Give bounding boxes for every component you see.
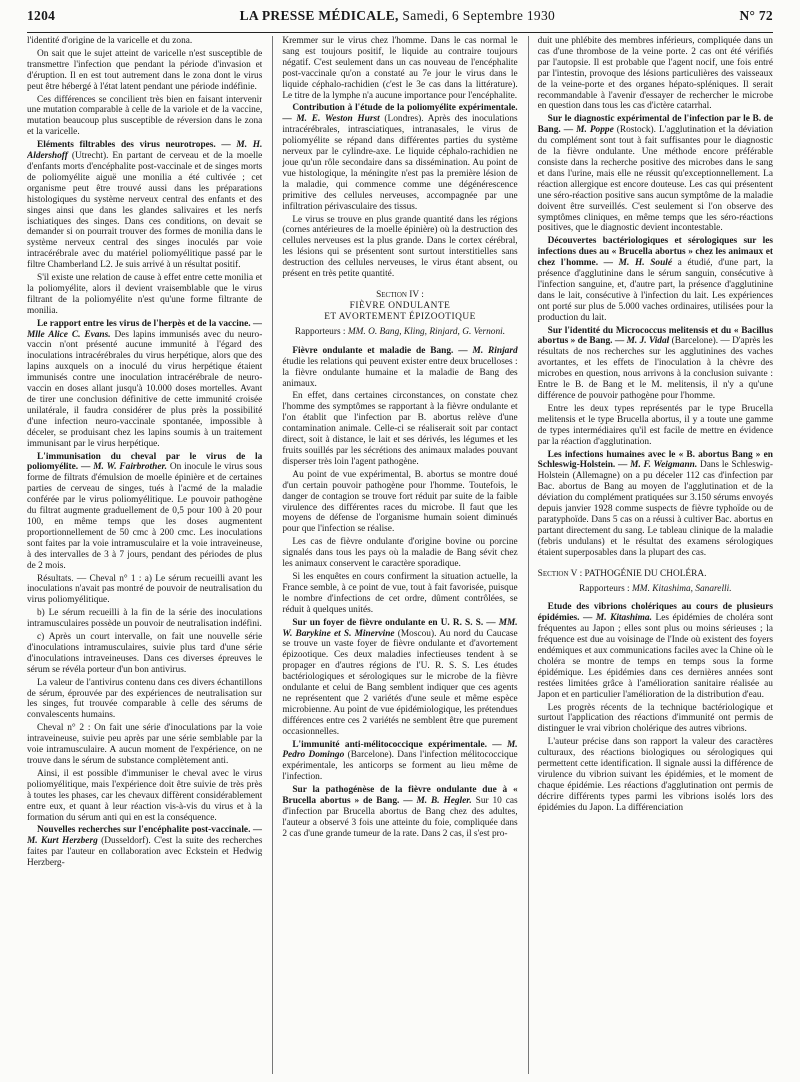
issue-number: N° 72 bbox=[739, 8, 773, 23]
communication-author: Mlle Alice C. Evans. bbox=[27, 329, 111, 340]
communication-fairbrother bbox=[27, 452, 262, 572]
communication-hurst bbox=[282, 103, 517, 212]
section-label: Section V : bbox=[537, 568, 583, 579]
communication-rinjard bbox=[282, 346, 517, 390]
rapporteurs-label: Rapporteurs : bbox=[294, 326, 346, 337]
paragraph: Si les enquêtes en cours confirment la situation actuelle, la France semble, à ce point de vue, tout à fait favorisée, puisque le nombre d'infections de cet ordre, dûment contrôlées, se réduit à quelques unités. bbox=[282, 571, 518, 615]
communication-title: Sur le diagnostic expérimental de l'infection par le B. de Bang. — bbox=[537, 114, 773, 136]
paragraph: Kremmer sur le virus chez l'homme. Dans le cas normal le sang est toujours positif, le liquide au contraire toujours négatif. C'est seulement dans un cas nouveau de l'encéphalite post-vaccinale qu'on a constaté au 7e jour le virus dans le liquide céphalo-rachidien (c'est le 3e cas dans la littérature). Le titre de la lymphe n'a aucune importance pour l'encéphalite. bbox=[282, 36, 518, 101]
rapporteurs-line bbox=[538, 584, 773, 595]
section-title-line2: ET AVORTEMENT ÉPIZOOTIQUE bbox=[324, 311, 476, 322]
communication-title: Contribution à l'étude de la poliomyélite expérimentale. — bbox=[282, 103, 518, 125]
communication-title: Eléments filtrables des virus neurotropes. — bbox=[37, 140, 231, 151]
communication-domingo bbox=[282, 740, 517, 784]
communication-text: Les épidémies de choléra sont fréquentes au Japon ; elles sont plus ou moins sérieuses ; la fréquence est due au voisinage de l'Inde où existent des foyers endémiques et aux communications faciles avec la Chine où le choléra se montre de temps en temps sous la forme épidémique. Les épidémies dans ces dernières années sont restées limitées grâce à l'amélioration sanitaire réalisée au Japon et en particulier l'amélioration de la distribution d'eau. bbox=[537, 613, 773, 700]
communication-text: (Barcelone). Dans l'infection mélitococcique expérimentale, les anticorps se forment au lieu même de l'infection. bbox=[282, 750, 518, 783]
communication-author: M. E. Weston Hurst bbox=[296, 114, 380, 125]
communication-title: Les infections humaines avec le « B. abortus Bang » en Schleswig-Holstein. — bbox=[537, 449, 773, 471]
paragraph: En effet, dans certaines circonstances, on constate chez l'homme des symptômes se rapportant à la fièvre ondulante et l'on établit que l'infection par B. abortus relève d'une contamination animale. Celle-ci se réaliserait soit par contact direct, soit à distance, le lait et ses dérivés, les légumes et les fruits souillés par les sécrétions des animaux malades pouvant disperser très loin l'agent pathogène. bbox=[282, 391, 518, 467]
paragraph: b) Le sérum recueilli à la fin de la série des inoculations intramusculaires possède un pouvoir de neutralisation indéfini. bbox=[27, 608, 263, 630]
paragraph: c) Après un court intervalle, on fait une nouvelle série d'inoculations intramusculaires, suivie plus tard d'une série d'inoculations intraveineuses. Dans ces diverses épreuves le sérum se révéla porteur d'un bon antivirus. bbox=[27, 632, 263, 675]
rapporteurs-names: MM. Kitashima, Sanarelli. bbox=[632, 583, 732, 594]
paragraph: L'auteur précise dans son rapport la valeur des caractères culturaux, des réactions biologiques ou sérologiques qui permettent cette identification. Il signale aussi la différence de virulence du vibrion suivant les épidémies, et le moment de chaque épidémie. Les réactions d'agglutination ont permis de décrire différents types parmi les vibrions isolés lors des épidémies du Japon. La différenciation bbox=[537, 737, 773, 813]
communication-text: (Rostock). L'agglutination et la déviation du complément sont tout à fait suffisantes pour le diagnostic de la fièvre ondulante. Une méthode encore préférable consiste dans la recherche positive des microbes dans le sang et dans l'urine, mais elle ne réussit qu'exceptionnellement. La réaction allergique est encore douteuse. Les cas qui présentent une séro-réaction positive sans aucun symptôme de la maladie doivent être surveillés. C'est seulement si l'on observe des symptômes cliniques, en même temps que les séro-réactions positives, que le diagnostic devient incontestable. bbox=[537, 125, 773, 234]
communication-text: (Moscou). Au nord du Caucase se trouve un vaste foyer de fièvre ondulante et d'avortement épizootique. Ces deux maladies infectieuses tendent à se propager en d'autres régions de l'U. R. S. S. Les études bactériologiques et sérologiques sur le microbe de la fièvre ondulante et celui de Bang semblent indiquer que ces agents ne représentent que 2 variétés d'une seule et même espèce microbienne. Au point de vue épidémiologique, les prétendues différences entre ces 2 variétés ne semblent être que purement occasionnelles. bbox=[282, 628, 518, 737]
section-title: PATHOGÉNIE DU CHOLÉRA. bbox=[584, 568, 707, 579]
paragraph: Le virus se trouve en plus grande quantité dans les régions (cornes antérieures de la moelle épinière) où la destruction des cellules nerveuses est la plus grande. Dans le cortex cérébral, les lésions qui se présentent sont surtout interstitielles sans destruction des cellules nerveuses, le virus étant absent, ou présent en très petite quantité. bbox=[282, 214, 518, 280]
paragraph: On sait que le sujet atteint de varicelle n'est susceptible de transmettre l'infection que pendant la période d'invasion et d'éruption. Il en est tout autrement dans le zona dont le virus peut être hébergé à l'état latent pendant une période indéfinie. bbox=[27, 48, 263, 92]
issue-date: Samedi, 6 Septembre 1930 bbox=[402, 8, 556, 23]
communication-author: MM. W. Barykine et S. Minervine bbox=[282, 617, 518, 639]
communication-text: étudie les relations qui peuvent exister entre deux brucelloses : la fièvre ondulante humaine et la maladie de Bang des animaux. bbox=[282, 356, 518, 389]
page-header bbox=[27, 8, 773, 33]
communication-title: Découvertes bactériologiques et sérologiques sur les infections dues au « Brucella abortus » chez les animaux et chez l'homme. — bbox=[537, 236, 773, 269]
rapporteurs-names: MM. O. Bang, Kling, Rinjard, G. Vernoni. bbox=[347, 326, 506, 337]
paragraph: S'il existe une relation de cause à effet entre cette monilia et la poliomyélite, alors il devient vraisemblable que le virus filtrant de la poliomyélite n'est qu'une forme filtrante de monilia. bbox=[27, 273, 263, 316]
communication-aldershoff bbox=[27, 140, 262, 271]
communication-author: M. H. Soulé bbox=[618, 258, 673, 269]
communication-title: Sur un foyer de fièvre ondulante en U. R. S. S. — bbox=[292, 617, 496, 628]
communication-text: On inocule le virus sous forme de filtrats d'émulsion de moelle épinière et de certaines parties de cerveau de singes, tués à l'acmé de la maladie conférée par le virus poliomyélitique. Le pouvoir pathogène du filtrat augmente graduellement de 0,5 pour 100 à 20 pour 100, en même temps que les doses augmentent proportionnellement de 50 cmc à 200 cmc. Les inoculations sont faites par la voie intramusculaire et la voie intraveineuse, à des intervalles de 3 à 7 jours, pendant des périodes de plus de 2 mois. bbox=[27, 462, 263, 571]
paragraph: Résultats. — Cheval n° 1 : a) Le sérum recueilli avant les inoculations n'avait pas montré de pouvoir de neutralisation du virus poliomyélitique. bbox=[27, 573, 263, 606]
publication-line bbox=[240, 8, 556, 24]
communication-barykine bbox=[282, 618, 517, 738]
communication-text: Dans le Schleswig-Holstein (Allemagne) on a pu déceler 112 cas d'infection par Bac. abortus de Bang au moyen de l'agglutination et de la déviation du complément pratiquées sur 3.150 sérums envoyés depuis janvier 1928 comme suspects de fièvre typhoïde ou de paratyphoïde. Dans 5 cas on a réussi à cultiver Bac. abortus en partant directement du sang. Le tableau clinique de la maladie (febris undulans) et le résultat des examens sérologiques étaient superposables dans la plupart des cas. bbox=[537, 460, 773, 558]
paragraph: l'identité d'origine de la varicelle et du zona. bbox=[27, 36, 193, 46]
paragraph: Ainsi, il est possible d'immuniser le cheval avec le virus poliomyélitique, mais l'expérience doit être suivie de très près à toutes les phases, car les chevaux diffèrent considérablement entre eux, et quant à leur réaction vis-à-vis du virus et à la formation du sérum anti qui en est la conséquence. bbox=[27, 768, 263, 823]
section-heading-v bbox=[538, 569, 773, 580]
paragraph: La valeur de l'antivirus contenu dans ces divers échantillons de sérum, éprouvée par des expériences de neutralisation sur les singes, fut trouvée comparable à celle des sérums de convalescents humains. bbox=[27, 677, 263, 721]
communication-title: Fièvre ondulante et maladie de Bang. — bbox=[292, 345, 468, 356]
paragraph: Cheval n° 2 : On fait une série d'inoculations par la voie intraveineuse, suivie peu après par une série semblable par la voie intramusculaire. A aucun moment de l'expérience, on ne trouve dans le sérum de substance complètement anti. bbox=[27, 723, 263, 766]
communication-title: L'immunité anti-mélitococcique expérimentale. — bbox=[292, 739, 502, 750]
communication-title: Sur la pathogénèse de la fièvre ondulante due à « Brucella abortus » de Bang. — bbox=[282, 785, 518, 807]
paragraph: Au point de vue expérimental, B. abortus se montre doué d'un certain pouvoir pathogène pour l'homme. Toutefois, le danger de contagion se trouve fort réduit par suite de la faible virulence des différentes races du microbe. Il faut que les moyens de défense de l'organisme humain soient diminués pour que l'infection se réalise. bbox=[282, 469, 518, 535]
communication-title: Le rapport entre les virus de l'herpès et de la vaccine. — bbox=[37, 318, 263, 329]
communication-weigmann bbox=[538, 450, 773, 559]
communication-evans bbox=[27, 319, 262, 450]
rapporteurs-line bbox=[282, 327, 517, 338]
communication-author: M. B. Hegler. bbox=[416, 796, 472, 807]
communication-text: Des lapins immunisés avec du neuro-vaccin n'ont présenté aucune immunité à l'égard des inoculations intracérébrales du virus herpétique, alors que des lapins auxquels on a inoculé du virus herpétique étaient immunisés contre une inoculation intracérébrale de neuro-vaccin en doses allant jusqu'à 10.000 doses mortelles. Avant de tirer une conclusion définitive de cette immunité croisée unilatérale, il faudra considérer de plus près la possibilité d'une infection neuro-vaccinale spontanée, impossible à déceler, se produisant chez les lapins soumis à un traitement immunisant par le virus herpétique. bbox=[27, 329, 263, 449]
column-3 bbox=[528, 36, 773, 1074]
communication-author: M. H. Aldershoff bbox=[27, 140, 263, 162]
journal-title: LA PRESSE MÉDICALE, bbox=[239, 8, 399, 23]
communication-author: M. W. Fairbrother. bbox=[93, 462, 167, 473]
communication-author: M. Kurt Herzberg bbox=[27, 836, 98, 847]
communication-title: L'immunisation du cheval par le virus de la poliomyélite. — bbox=[27, 451, 263, 473]
communication-text: Sur 10 cas d'infection par Brucella abortus de Bang chez des adultes, l'auteur a observé 3 fois une atteinte du foie, compliquée dans 2 cas d'une grande tumeur de la rate. Dans 2 cas, il s'est pro- bbox=[282, 796, 518, 839]
paragraph: Entre les deux types représentés par le type Brucella melitensis et le type Brucella abortus, il y a toute une gamme de types intermédiaires qu'il est facile de mettre en évidence par la réaction d'agglutination. bbox=[537, 403, 773, 447]
section-label: Section IV : bbox=[376, 289, 424, 300]
paragraph: Ces différences se concilient très bien en faisant intervenir une mutation comparable à celle de la variole et de la vaccine, mutation beaucoup plus susceptible de réversion dans le zona et la varicelle. bbox=[27, 94, 263, 138]
communication-kitashima bbox=[538, 602, 773, 700]
section-heading-iv bbox=[282, 290, 517, 323]
page-number: 1204 bbox=[27, 8, 56, 23]
communication-author: M. J. Vidal bbox=[626, 336, 670, 347]
communication-author: M. F. Weigmann. bbox=[630, 460, 698, 471]
communication-author: M. Kitashima. bbox=[595, 613, 652, 624]
column-2 bbox=[272, 36, 517, 1074]
communication-title: Sur l'identité du Micrococcus melitensis et du « Bacillus abortus » de Bang. — bbox=[537, 325, 773, 347]
communication-hegler bbox=[282, 785, 517, 840]
paragraph: duit une phlébite des membres inférieurs, compliquée dans un cas d'une thrombose de la veine porte. 2 cas ont été vérifiés par l'autopsie. Il est probable que l'agent nocif, une fois entré par l'intestin, provoque des lésions particulières des vaisseaux de la veine-porte et des organes hépato-spléniques. Il serait recommandable à l'avenir d'essayer de rechercher le microbe en question dans tous les cas d'ictère catarrhal. bbox=[537, 36, 773, 112]
paragraph: Les progrès récents de la technique bactériologique et surtout l'application des réactions d'immunité ont permis de distinguer le vrai vibrion cholérique des autres vibrions. bbox=[537, 702, 773, 735]
communication-author: M. Rinjard bbox=[472, 345, 518, 356]
rapporteurs-label: Rapporteurs : bbox=[579, 583, 630, 594]
communication-poppe bbox=[538, 114, 773, 234]
communication-vidal bbox=[538, 326, 773, 402]
communication-text: (Dusseldorf). C'est la suite des recherches faites par l'auteur en collaboration avec Eckstein et Hedwig Herzberg- bbox=[27, 836, 263, 869]
communication-author: M. Pedro Domingo bbox=[282, 739, 518, 761]
column-1 bbox=[27, 36, 262, 1074]
communication-text: (Barcelone). — D'après les résultats de nos recherches sur les agglutinines des vaches avortantes, et les effets de l'inoculation à la chèvre des microbes en question, nous arrivons à la conclusion suivante : Entre le B. de Bang et le M. melitensis, il n'y a qu'une différence de pouvoir pathogène pour l'homme. bbox=[537, 336, 773, 401]
communication-text: a étudié, d'une part, la présence d'agglutinine dans le sérum sanguin, consécutive à l'infection sanguine, et, d'autre part, la présence d'agglutinine dans le lait, consécutive à l'infection du lait. Les expériences ont porté sur plus de 5.000 vaches ordinaires, utilisées pour la production du lait. bbox=[537, 258, 773, 323]
communication-title: Nouvelles recherches sur l'encéphalite post-vaccinale. — bbox=[37, 825, 263, 836]
communication-text: (Londres). Après des inoculations intracérébrales, intrasciatiques, intranasales, le virus de poliomyélite se répand dans différentes parties du système nerveux par le cylindre-axe. Le liquide céphalo-rachidien ne joue qu'un rôle secondaire dans sa dissémination. Au point de vue histologique, la méningite n'est pas la première lésion de la maladie, qui commence comme une dégénérescence primitive des cellules nerveuses, accompagnée par une infiltration périvasculaire des tissus. bbox=[282, 114, 518, 212]
communication-title: Etude des vibrions cholériques au cours de plusieurs épidémies. — bbox=[537, 602, 773, 624]
communication-soule bbox=[538, 236, 773, 323]
communication-author: M. Poppe bbox=[576, 125, 614, 136]
communication-herzberg bbox=[27, 825, 262, 869]
section-title-line1: FIÈVRE ONDULANTE bbox=[349, 300, 451, 311]
article-columns bbox=[27, 36, 773, 1074]
paragraph: Les cas de fièvre ondulante d'origine bovine ou porcine signalés dans tous les pays où la maladie de Bang sévit chez les animaux conservent le caractère sporadique. bbox=[282, 537, 518, 570]
communication-text: (Utrecht). En partant de cerveau et de la moelle d'enfants morts d'encéphalite post-vaccinale et de singes morts de poliomyélite aiguë une monilia a été cultivée ; cet organisme peut être trouvé aussi dans les préparations histologiques du système nerveux central des enfants et des singes ainsi que dans les glandes salivaires et les nerfs ischiatiques des singes. Dans ces conditions, on devait se demander si on pourrait trouver des formes de monilia dans le système nerveux central des singes inoculés par voie intracérébrale avec du matériel poliomyélitique passé par le filtre Chamberland L2. Je suis arrivé à un résultat positif. bbox=[27, 151, 263, 271]
